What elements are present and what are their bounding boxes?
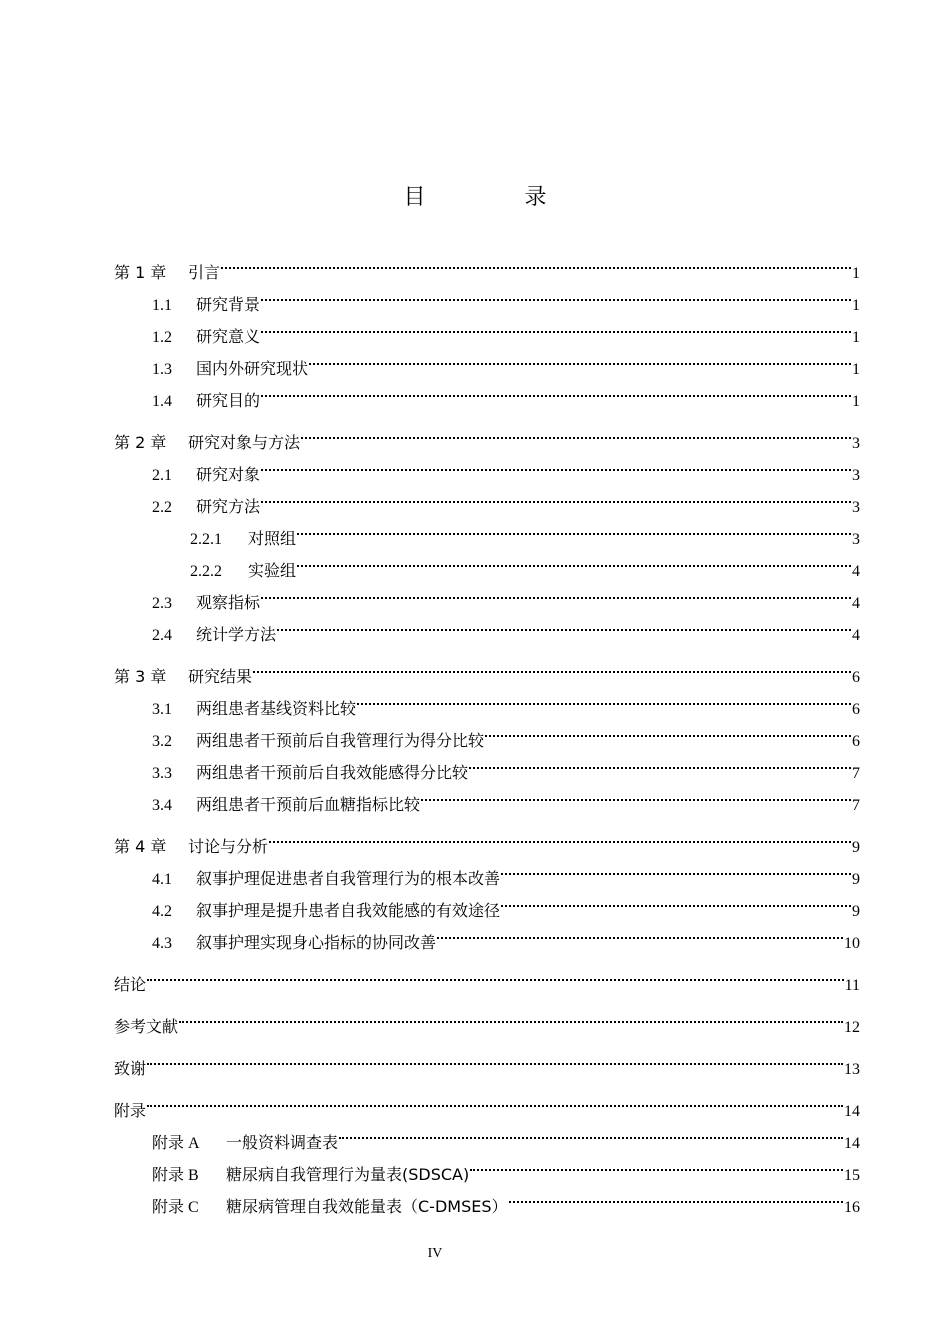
toc-entry-label: 糖尿病自我管理行为量表(SDSCA)	[226, 1165, 470, 1184]
toc-entry-number: 附录 B	[152, 1167, 199, 1184]
toc-entry-label: 两组患者干预前后自我管理行为得分比较	[196, 731, 485, 750]
toc-title: 目 录	[403, 185, 593, 210]
dot-leader	[253, 650, 851, 682]
dot-leader	[261, 480, 851, 512]
toc-entry-number: 4.3	[152, 935, 172, 952]
toc-entry-number: 3.3	[152, 765, 172, 782]
dot-leader	[261, 278, 851, 310]
toc-entry-number: 第 4 章	[114, 837, 167, 856]
toc-entry-label: 讨论与分析	[188, 837, 269, 856]
toc-entry-label: 统计学方法	[196, 625, 277, 644]
dot-leader	[509, 1180, 844, 1212]
toc-entry-page: 3	[852, 531, 860, 548]
toc-entry-label: 研究结果	[188, 667, 253, 686]
toc-entry-page: 1	[852, 297, 860, 314]
toc-entry-page: 13	[844, 1061, 860, 1078]
toc-entry-number: 4.1	[152, 871, 172, 888]
toc-entry-number: 附录 C	[152, 1199, 199, 1216]
toc-entry[interactable]	[114, 958, 860, 994]
toc-entry-label: 研究对象与方法	[188, 433, 301, 452]
toc-entry-number: 1.4	[152, 393, 172, 410]
dot-leader	[261, 310, 851, 342]
toc-entry-number: 1.1	[152, 297, 172, 314]
toc-entry-page: 9	[852, 903, 860, 920]
dot-leader	[221, 246, 851, 278]
dot-leader	[469, 746, 851, 778]
toc-entry-number: 2.2.2	[190, 563, 222, 580]
toc-entry-label: 两组患者干预前后自我效能感得分比较	[196, 763, 469, 782]
dot-leader	[147, 1084, 843, 1116]
toc-entry-label: 叙事护理是提升患者自我效能感的有效途径	[196, 901, 501, 920]
toc-entry-label: 糖尿病管理自我效能量表（C-DMSES）	[226, 1197, 508, 1216]
toc-entry-label: 两组患者基线资料比较	[196, 699, 357, 718]
toc-entry-page: 1	[852, 393, 860, 410]
dot-leader	[501, 852, 851, 884]
dot-leader	[357, 682, 851, 714]
dot-leader	[470, 1148, 843, 1180]
toc-entry-number: 1.2	[152, 329, 172, 346]
dot-leader	[277, 608, 851, 640]
toc-entry-page: 6	[852, 669, 860, 686]
toc-entry-page: 7	[852, 797, 860, 814]
toc-entry-label: 两组患者干预前后血糖指标比较	[196, 795, 421, 814]
toc-entry-page: 1	[852, 329, 860, 346]
toc-entry[interactable]	[114, 1000, 860, 1036]
toc-entry-label: 研究对象	[196, 465, 261, 484]
toc-entry-number: 4.2	[152, 903, 172, 920]
toc-entry-label: 附录	[114, 1101, 147, 1120]
toc-entry[interactable]	[114, 1042, 860, 1078]
dot-leader	[147, 1042, 843, 1074]
toc-entry-page: 14	[844, 1103, 860, 1120]
toc-entry-page: 9	[852, 839, 860, 856]
dot-leader	[297, 544, 851, 576]
toc-entry-page: 4	[852, 595, 860, 612]
dot-leader	[269, 820, 851, 852]
toc-entry-number: 2.4	[152, 627, 172, 644]
toc-entry-number: 2.2.1	[190, 531, 222, 548]
toc-entry-label: 研究方法	[196, 497, 261, 516]
toc-entry-page: 15	[844, 1167, 860, 1184]
dot-leader	[501, 884, 851, 916]
page-number-footer: IV	[427, 1246, 443, 1261]
toc-entry-page: 4	[852, 627, 860, 644]
toc-entry-number: 1.3	[152, 361, 172, 378]
table-of-contents	[114, 246, 860, 1216]
toc-entry[interactable]	[114, 820, 860, 856]
toc-entry-page: 3	[852, 435, 860, 452]
toc-entry-number: 第 1 章	[114, 263, 167, 282]
toc-entry[interactable]	[114, 278, 860, 314]
toc-entry-label: 研究意义	[196, 327, 261, 346]
toc-entry[interactable]	[114, 416, 860, 452]
toc-entry-label: 国内外研究现状	[196, 359, 309, 378]
toc-entry-number: 附录 A	[152, 1135, 200, 1152]
toc-entry-label: 参考文献	[114, 1017, 179, 1036]
toc-entry[interactable]	[114, 1116, 860, 1152]
toc-entry-number: 第 2 章	[114, 433, 167, 452]
toc-entry-label: 观察指标	[196, 593, 261, 612]
toc-entry-label: 研究目的	[196, 391, 261, 410]
toc-entry-number: 3.1	[152, 701, 172, 718]
toc-entry[interactable]	[114, 246, 860, 282]
toc-entry[interactable]	[114, 650, 860, 686]
toc-entry-number: 2.2	[152, 499, 172, 516]
dot-leader	[261, 448, 851, 480]
toc-entry-page: 1	[852, 265, 860, 282]
toc-entry-label: 研究背景	[196, 295, 261, 314]
toc-entry-label: 对照组	[248, 529, 297, 548]
toc-entry-label: 结论	[114, 975, 147, 994]
toc-entry-page: 4	[852, 563, 860, 580]
dot-leader	[339, 1116, 843, 1148]
toc-entry-page: 16	[844, 1199, 860, 1216]
toc-entry-label: 引言	[188, 263, 221, 282]
toc-entry-page: 3	[852, 499, 860, 516]
dot-leader	[421, 778, 851, 810]
toc-entry-page: 1	[852, 361, 860, 378]
toc-entry-label: 叙事护理实现身心指标的协同改善	[196, 933, 437, 952]
toc-entry-number: 2.1	[152, 467, 172, 484]
dot-leader	[261, 374, 851, 406]
dot-leader	[261, 576, 851, 608]
toc-entry-page: 12	[844, 1019, 860, 1036]
dot-leader	[485, 714, 851, 746]
toc-entry-label: 致谢	[114, 1059, 147, 1078]
dot-leader	[297, 512, 851, 544]
toc-entry-label: 实验组	[248, 561, 297, 580]
toc-entry-page: 3	[852, 467, 860, 484]
toc-entry-number: 3.2	[152, 733, 172, 750]
dot-leader	[147, 958, 844, 990]
dot-leader	[437, 916, 843, 948]
dot-leader	[309, 342, 851, 374]
toc-entry-label: 叙事护理促进患者自我管理行为的根本改善	[196, 869, 501, 888]
toc-entry-page: 9	[852, 871, 860, 888]
toc-entry-number: 3.4	[152, 797, 172, 814]
dot-leader	[301, 416, 851, 448]
dot-leader	[179, 1000, 843, 1032]
toc-entry-page: 7	[852, 765, 860, 782]
toc-entry-page: 11	[844, 977, 860, 994]
toc-entry-page: 14	[844, 1135, 860, 1152]
toc-entry-page: 6	[852, 701, 860, 718]
toc-entry-page: 10	[844, 935, 860, 952]
toc-entry-number: 第 3 章	[114, 667, 167, 686]
toc-entry-label: 一般资料调查表	[226, 1133, 339, 1152]
toc-entry-page: 6	[852, 733, 860, 750]
toc-entry[interactable]	[114, 1084, 860, 1120]
toc-entry-number: 2.3	[152, 595, 172, 612]
